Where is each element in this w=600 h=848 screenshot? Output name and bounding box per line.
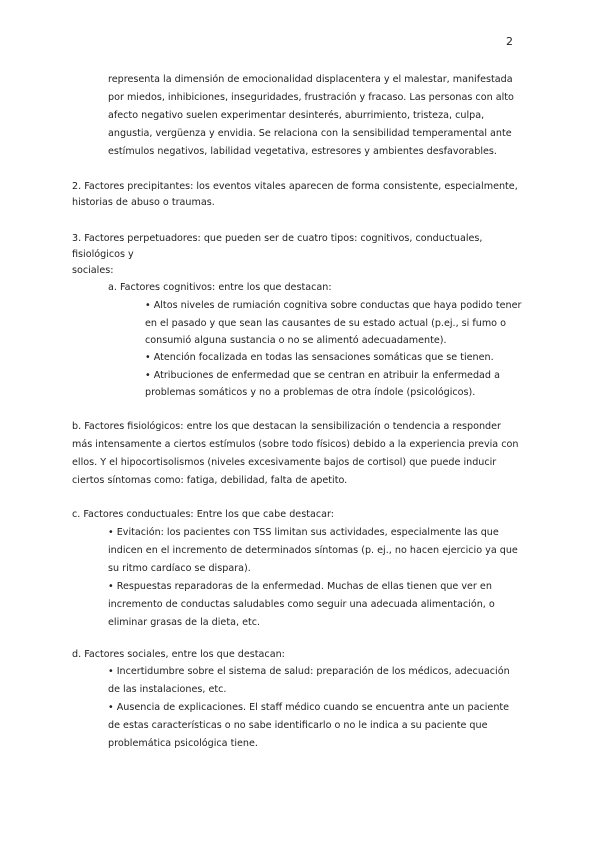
- bullet-line: incremento de conductas saludables como seguir una adecuada alimentación, o: [108, 599, 495, 610]
- bullet-line: • Incertidumbre sobre el sistema de salud: preparación de los médicos, adecuación: [108, 666, 510, 677]
- bullet-line: • Ausencia de explicaciones. El staff médico cuando se encuentra ante un paciente: [108, 702, 510, 713]
- section-heading: 3. Factores perpetuadores: que pueden ser de cuatro tipos: cognitivos, conductuales,: [72, 233, 483, 244]
- subsection-heading: a. Factores cognitivos: entre los que destacan:: [108, 282, 332, 293]
- bullet-line: indicen en el incremento de determinados síntomas (p. ej., no hacen ejercicio ya que: [108, 545, 518, 556]
- bullet-line: problemática psicológica tiene.: [108, 738, 258, 749]
- bullet-line: • Evitación: los pacientes con TSS limitan sus actividades, especialmente las que: [108, 527, 499, 538]
- text-line: representa la dimensión de emocionalidad displacentera y el malestar, manifestada: [108, 74, 513, 85]
- text-line: más intensamente a ciertos estímulos (sobre todo físicos) debido a la experiencia previa con: [72, 439, 519, 450]
- bullet-line: en el pasado y que sean las causantes de su estado actual (p.ej., si fumo o: [145, 318, 506, 329]
- bullet-line: de estas características o no sabe identificarlo o no le indica a su paciente que: [108, 720, 488, 731]
- bullet-line: • Atribuciones de enfermedad que se centran en atribuir la enfermedad a: [145, 370, 500, 381]
- text-line: fisiológicos y: [72, 249, 134, 260]
- page-number: 2: [506, 35, 513, 48]
- text-line: ellos. Y el hipocortisolismos (niveles excesivamente bajos de cortisol) que puede inducir: [72, 457, 497, 468]
- subsection-heading: b. Factores fisiológicos: entre los que destacan la sensibilización o tendencia a responder: [72, 421, 501, 432]
- bullet-line: consumió alguna sustancia o no se alimentó adecuadamente).: [145, 335, 447, 346]
- bullet-line: • Respuestas reparadoras de la enfermedad. Muchas de ellas tienen que ver en: [108, 581, 492, 592]
- bullet-line: de las instalaciones, etc.: [108, 684, 227, 695]
- subsection-heading: c. Factores conductuales: Entre los que cabe destacar:: [72, 509, 335, 520]
- bullet-line: su ritmo cardíaco se dispara).: [108, 563, 251, 574]
- text-line: afecto negativo suelen experimentar desinterés, aburrimiento, tristeza, culpa,: [108, 110, 485, 121]
- text-line: historias de abuso o traumas.: [72, 197, 215, 208]
- bullet-line: problemas somáticos y no a problemas de otra índole (psicológicos).: [145, 387, 476, 398]
- bullet-line: • Atención focalizada en todas las sensaciones somáticas que se tienen.: [145, 352, 494, 363]
- text-line: estímulos negativos, labilidad vegetativa, estresores y ambientes desfavorables.: [108, 146, 497, 157]
- bullet-line: • Altos niveles de rumiación cognitiva sobre conductas que haya podido tener: [145, 300, 522, 311]
- section-heading: 2. Factores precipitantes: los eventos vitales aparecen de forma consistente, especialmente,: [72, 181, 518, 192]
- text-line: sociales:: [72, 265, 114, 276]
- text-line: angustia, vergüenza y envidia. Se relaciona con la sensibilidad temperamental ante: [108, 128, 512, 139]
- text-line: ciertos síntomas como: fatiga, debilidad, falta de apetito.: [72, 475, 348, 486]
- subsection-heading: d. Factores sociales, entre los que destacan:: [72, 649, 285, 660]
- bullet-line: eliminar grasas de la dieta, etc.: [108, 617, 261, 628]
- text-line: por miedos, inhibiciones, inseguridades, frustración y fracaso. Las personas con alto: [108, 92, 514, 103]
